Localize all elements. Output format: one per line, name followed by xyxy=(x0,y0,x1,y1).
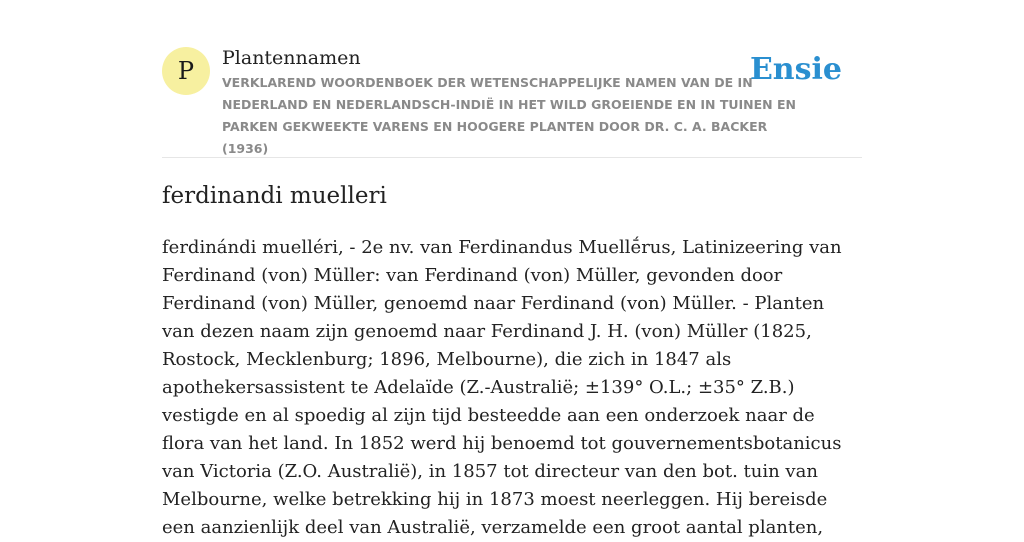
dictionary-subtitle: VERKLAREND WOORDENBOEK DER WETENSCHAPPELIJKE NAMEN VAN DE IN NEDERLAND EN NEDERLANDSCH-INDIË IN HET WILD GROEIENDE EN IN TUINEN EN PARKEN GEKWEEKTE VARENS EN HOOGERE PLANTEN DOOR DR. C. A. BACKER (1936) xyxy=(222,75,796,156)
entry-body: ferdinándi muelléri, - 2e nv. van Ferdinandus Muellḗrus, Latinizeering van Ferdinand (von) Müller: van Ferdinand (von) Müller, gevonden door Ferdinand (von) Müller, genoemd naar Ferdinand (von) Müller. - Planten van dezen naam zijn genoemd naar Ferdinand J. H. (von) Müller (1825, Rostock, Mecklenburg; 1896, Melbourne), die zich in 1847 als apothekersassistent te Adelaïde (Z.-Australië; ±139° O.L.; ±35° Z.B.) vestigde en al spoedig al zijn tijd besteedde aan een onderzoek naar de flora van het land. In 1852 werd hij benoemd tot gouvernementsbotanicus van Victoria (Z.O. Australië), in 1857 tot directeur van den bot. tuin van Melbourne, welke betrekking hij in 1873 moest neerleggen. Hij bereisde een aanzienlijk deel van Australië, verzamelde een groot aantal planten, xyxy=(162,237,842,538)
entry-title: ferdinandi muelleri xyxy=(162,183,387,209)
dictionary-title[interactable]: Plantennamen xyxy=(222,47,361,69)
ensie-logo[interactable]: Ensie xyxy=(749,52,842,87)
dictionary-avatar[interactable]: P xyxy=(162,47,210,95)
page-container xyxy=(162,0,862,538)
dictionary-header xyxy=(162,0,862,158)
